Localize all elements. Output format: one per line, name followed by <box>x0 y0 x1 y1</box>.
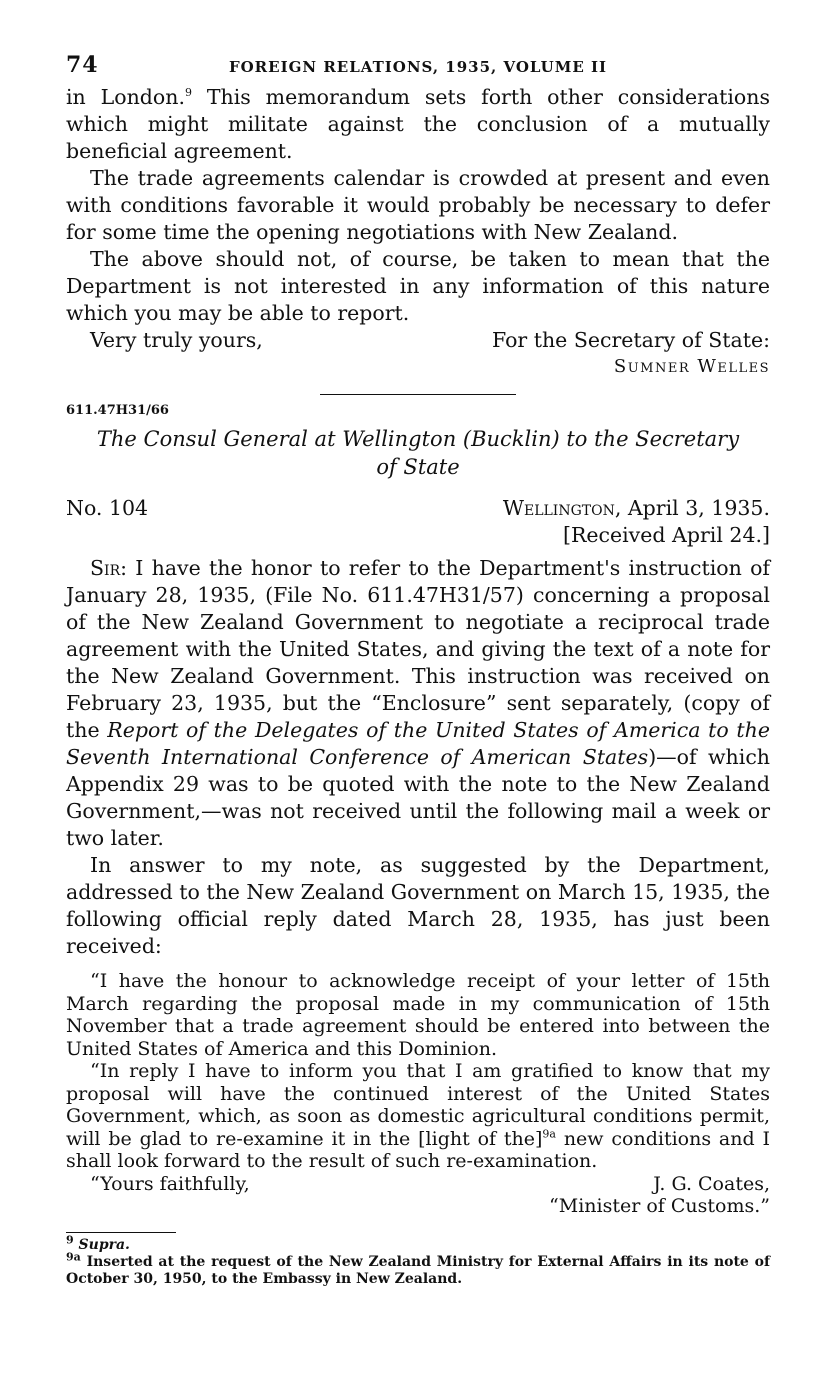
document2-paragraph-2: In answer to my note, as suggested by the Department, addressed to the New Zealand Government on March 15, 1935, the following official reply dated March 28, 1935, has just been received: <box>66 853 770 958</box>
salutation: Sir <box>90 556 121 580</box>
quote-closing <box>66 1173 770 1196</box>
quote-paragraph-1: “I have the honour to acknowledge receipt of your letter of 15th March regarding the proposal made in my communication of 15th November that a trade agreement should be entered into between the United States of America and this Dominion. <box>66 970 770 1060</box>
document-title: The Consul General at Wellington (Bucklin) to the Secretary of State <box>96 427 740 479</box>
quote-signer-title: “Minister of Customs.” <box>549 1195 770 1217</box>
for-line: For the Secretary of State: <box>491 328 770 352</box>
quote-closing-phrase: “Yours faithfully, <box>90 1172 250 1195</box>
quote-signer-name: J. G. Coates, <box>653 1172 770 1195</box>
paragraph-text: : I have the honor to refer to the Department's instruction of January 28, 1935, (File No. 611.47H31/57) concerning a proposal of the New Zealand Government to negotiate a reciprocal trade agreement with the United States, and giving the text of a note for the New Zealand Government. This instruction was received on February 23, 1935, but the “Enclosure” sent separately, (copy of the <box>66 556 770 742</box>
document-number: No. 104 <box>66 496 149 520</box>
footnote-9 <box>66 1232 770 1254</box>
footnote-mark: 9 <box>66 1232 74 1246</box>
running-title: FOREIGN RELATIONS, 1935, VOLUME II <box>228 58 608 76</box>
paragraph-text: )—of which Appendix 29 was to be quoted with the note to the New Zealand Government,—was not received until the following mail a week or two later. <box>66 745 770 850</box>
quote-paragraph-2 <box>66 1060 770 1173</box>
place-date <box>503 495 770 522</box>
section-divider <box>320 394 516 395</box>
page-header <box>66 52 770 84</box>
quoted-reply <box>66 970 770 1218</box>
footnote-ref-9: 9 <box>184 86 192 100</box>
footnote-divider <box>66 1232 176 1233</box>
page-number: 74 <box>66 52 99 78</box>
closing-phrase: Very truly yours, <box>90 328 263 352</box>
paragraph-text: in London. <box>66 85 185 109</box>
document2-paragraph-1 <box>66 555 770 852</box>
report-title: Report of the Delegates of the United States of America to the Seventh International Conference of American States <box>66 718 770 769</box>
footnote-mark: 9a <box>66 1249 81 1263</box>
letter1-paragraph-1 <box>66 84 770 165</box>
footnote-text: Supra. <box>78 1236 130 1253</box>
document-page <box>66 52 770 1288</box>
paragraph-text: This memorandum sets forth other considerations which might militate against the conclusion of a mutually beneficial agreement. <box>66 85 770 163</box>
paragraph-text: “In reply I have to inform you that I am gratified to know that my proposal will have the continued interest of the United States Government, which, as soon as domestic agricultural conditions permit, will be glad to re-examine it in the [light of the] <box>66 1060 770 1150</box>
paragraph-text: new conditions and I shall look forward to the result of such re-examination. <box>66 1127 770 1172</box>
file-number: 611.47H31/66 <box>66 403 169 418</box>
received-date: [Received April 24.] <box>562 523 770 547</box>
letter1-paragraph-3: The above should not, of course, be taken to mean that the Department is not interested in any information of this nature which you may be able to report. <box>66 247 770 325</box>
dateline <box>66 495 770 522</box>
footnote-ref-9a: 9a <box>542 1127 556 1141</box>
place: Wellington <box>502 496 615 520</box>
letter1-closing <box>66 327 770 354</box>
footnote-text: Inserted at the request of the New Zealand Ministry for External Affairs in its note of October 30, 1950, to the Embassy in New Zealand. <box>66 1253 770 1287</box>
footnote-9a <box>66 1249 770 1288</box>
date: , April 3, 1935. <box>614 496 770 520</box>
signature: Sumner Welles <box>613 356 770 377</box>
letter1-paragraph-2: The trade agreements calendar is crowded at present and even with conditions favorable it would probably be necessary to defer for some time the opening negotiations with New Zealand. <box>66 166 770 244</box>
